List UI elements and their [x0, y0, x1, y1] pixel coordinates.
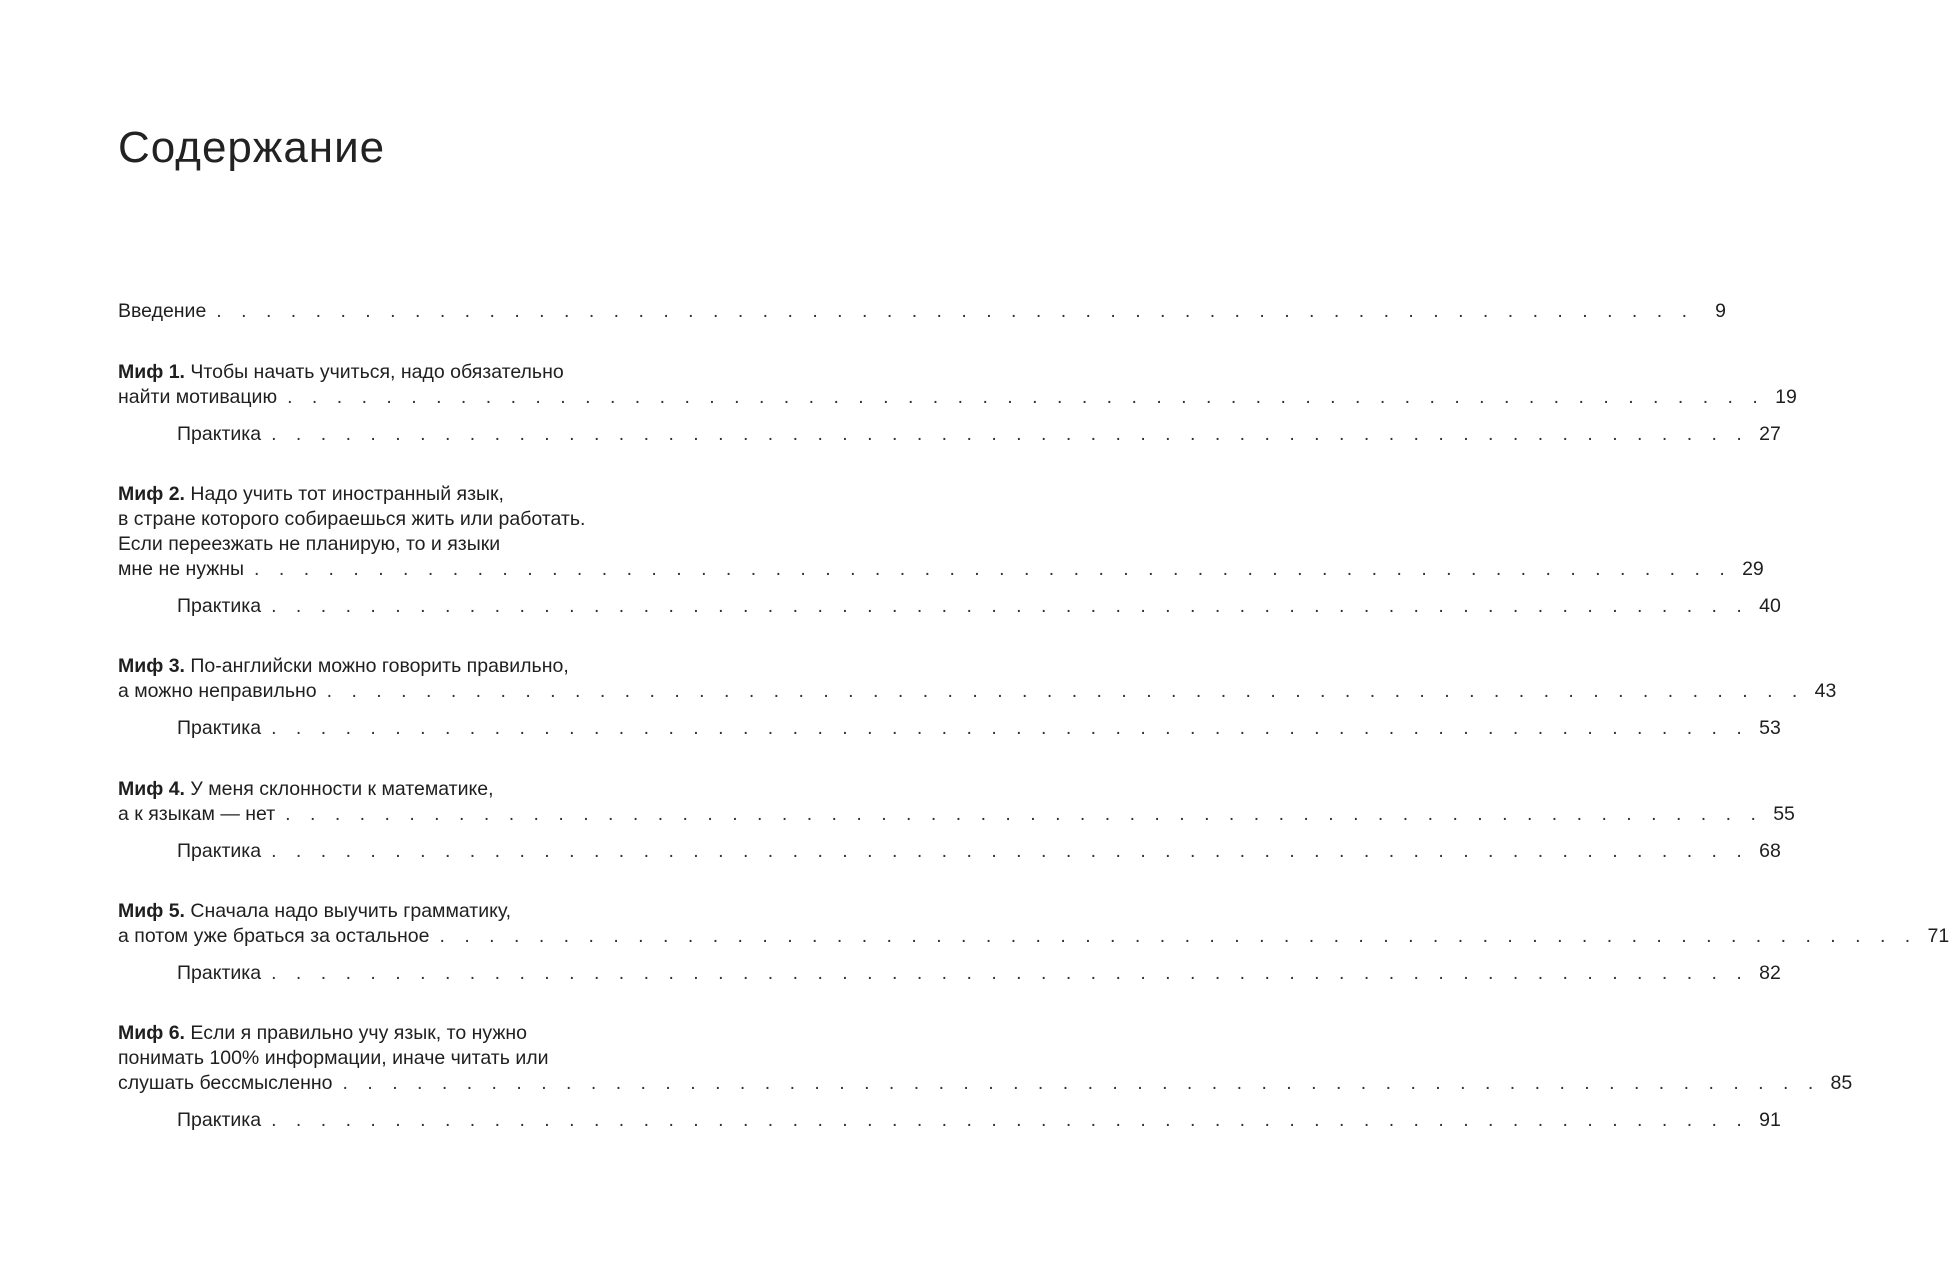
page-number: 91 — [1759, 1109, 1781, 1131]
toc-entry-practice-4 — [177, 839, 1781, 864]
toc-entry-intro — [118, 299, 1727, 324]
page-number: 82 — [1759, 962, 1781, 984]
toc-entry-myth-1 — [118, 360, 1797, 410]
leader-dots: . . . . . . . . . . . . . . . . . . . . . . . . . . . . . . . . . . . . . . . . . . . . . . . . . . . . . . . . . . . . — [271, 840, 1749, 862]
leader-dots: . . . . . . . . . . . . . . . . . . . . . . . . . . . . . . . . . . . . . . . . . . . . . . . . . . . . . . . . . . . . — [326, 680, 1805, 702]
leader-dots: . . . . . . . . . . . . . . . . . . . . . . . . . . . . . . . . . . . . . . . . . . . . . . . . . . . . . . . . . . . . — [254, 558, 1732, 580]
myth-title-line: Чтобы начать учиться, надо обязательно — [190, 361, 564, 383]
myth-label: Миф 6. — [118, 1022, 185, 1044]
leader-dots: . . . . . . . . . . . . . . . . . . . . . . . . . . . . . . . . . . . . . . . . . . . . . . . . . . . . . . . . . . . . — [271, 717, 1749, 739]
page-number: 43 — [1814, 680, 1837, 702]
leader-dots: . . . . . . . . . . . . . . . . . . . . . . . . . . . . . . . . . . . . . . . . . . . . . . . . . . . . . . . . . . . . — [271, 962, 1749, 984]
leader-dots: . . . . . . . . . . . . . . . . . . . . . . . . . . . . . . . . . . . . . . . . . . . . . . . . . . . . . . . . . . . . — [287, 386, 1765, 408]
myth-title-last-line: слушать бессмысленно — [118, 1072, 333, 1094]
leader-dots: . . . . . . . . . . . . . . . . . . . . . . . . . . . . . . . . . . . . . . . . . . . . . . . . . . . . . . . . . . . . — [439, 925, 1918, 947]
leader-dots: . . . . . . . . . . . . . . . . . . . . . . . . . . . . . . . . . . . . . . . . . . . . . . . . . . . . . . . . . . . . — [216, 300, 1695, 322]
myth-title-line: в стране которого собираешься жить или работать. — [118, 508, 586, 530]
myth-title-line: понимать 100% информации, иначе читать или — [118, 1047, 549, 1069]
toc-entry-text: Введение — [118, 300, 207, 322]
myth-label: Миф 1. — [118, 361, 185, 383]
page-number: 40 — [1759, 595, 1781, 617]
myth-title-line: Если переезжать не планирую, то и языки — [118, 533, 501, 555]
myth-title-line: По-английски можно говорить правильно, — [190, 655, 569, 677]
toc-entry-practice-3 — [177, 716, 1781, 741]
practice-label: Практика — [177, 840, 262, 862]
page-number: 53 — [1759, 717, 1781, 739]
myth-title-line: Сначала надо выучить грамматику, — [190, 900, 512, 922]
myth-label: Миф 5. — [118, 900, 185, 922]
page-number: 68 — [1759, 840, 1781, 862]
myth-title-line: Если я правильно учу язык, то нужно — [190, 1022, 528, 1044]
practice-label: Практика — [177, 1109, 262, 1131]
myth-title-line: У меня склонности к математике, — [190, 778, 494, 800]
myth-title-last-line: а можно неправильно — [118, 680, 317, 702]
myth-label: Миф 4. — [118, 778, 185, 800]
myth-label: Миф 3. — [118, 655, 185, 677]
toc-entry-practice-1 — [177, 422, 1781, 447]
leader-dots: . . . . . . . . . . . . . . . . . . . . . . . . . . . . . . . . . . . . . . . . . . . . . . . . . . . . . . . . . . . . — [271, 423, 1749, 445]
toc-entry-myth-6 — [118, 1021, 1853, 1096]
leader-dots: . . . . . . . . . . . . . . . . . . . . . . . . . . . . . . . . . . . . . . . . . . . . . . . . . . . . . . . . . . . . — [271, 1109, 1749, 1131]
page-number: 9 — [1715, 300, 1727, 322]
leader-dots: . . . . . . . . . . . . . . . . . . . . . . . . . . . . . . . . . . . . . . . . . . . . . . . . . . . . . . . . . . . . — [285, 803, 1763, 825]
toc-entry-myth-4 — [118, 777, 1795, 827]
myth-title-last-line: а к языкам — нет — [118, 803, 276, 825]
leader-dots: . . . . . . . . . . . . . . . . . . . . . . . . . . . . . . . . . . . . . . . . . . . . . . . . . . . . . . . . . . . . — [342, 1072, 1821, 1094]
practice-label: Практика — [177, 962, 262, 984]
page-title: Содержание — [118, 123, 386, 172]
leader-dots: . . . . . . . . . . . . . . . . . . . . . . . . . . . . . . . . . . . . . . . . . . . . . . . . . . . . . . . . . . . . — [271, 595, 1749, 617]
toc-entry-myth-3 — [118, 654, 1837, 704]
toc-entry-practice-6 — [177, 1108, 1781, 1133]
practice-label: Практика — [177, 423, 262, 445]
myth-title-last-line: мне не нужны — [118, 558, 245, 580]
page-number: 27 — [1759, 423, 1781, 445]
toc-entry-myth-2 — [118, 482, 1764, 582]
myth-title-last-line: а потом уже браться за остальное — [118, 925, 430, 947]
toc-entry-practice-2 — [177, 594, 1781, 619]
page-number: 85 — [1830, 1072, 1853, 1094]
page-number: 55 — [1773, 803, 1795, 825]
page-number: 71 — [1927, 925, 1949, 947]
page-number: 29 — [1742, 558, 1764, 580]
practice-label: Практика — [177, 717, 262, 739]
page-number: 19 — [1775, 386, 1797, 408]
toc-entry-myth-5 — [118, 899, 1949, 949]
toc-entry-practice-5 — [177, 961, 1781, 986]
myth-title-line: Надо учить тот иностранный язык, — [190, 483, 504, 505]
myth-title-last-line: найти мотивацию — [118, 386, 278, 408]
myth-label: Миф 2. — [118, 483, 185, 505]
practice-label: Практика — [177, 595, 262, 617]
